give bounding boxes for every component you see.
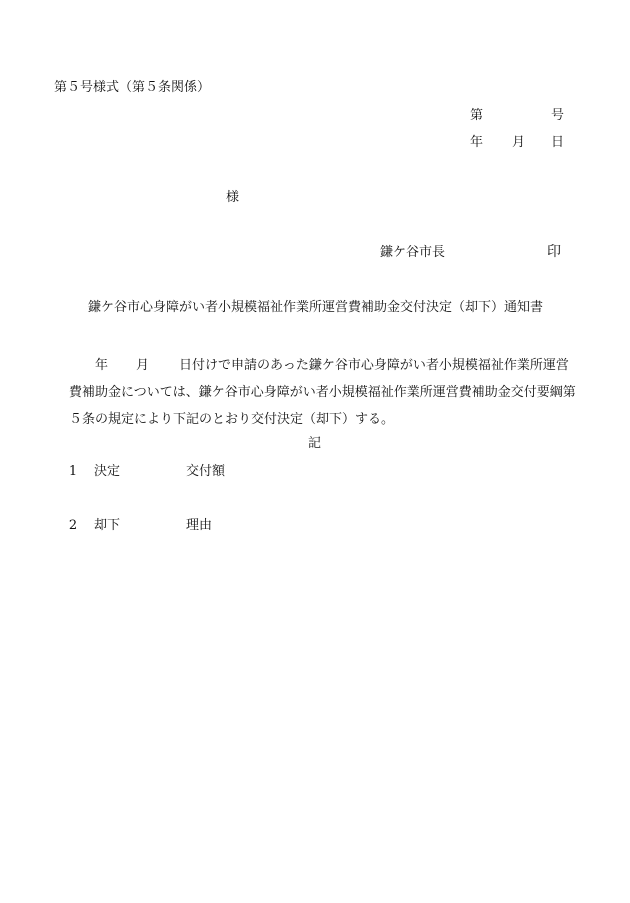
body-month-label: 月 (136, 358, 150, 373)
body-text: 日付けで申請のあった鎌ケ谷市心身障がい者小規模福祉作業所運営費補助金については、鎌ケ谷市心身障がい者小規模福祉作業所運営費補助金交付要綱第５条の規定により下記のとおり交付決定（却下）する。 (69, 358, 576, 427)
body-paragraph (69, 352, 579, 433)
addressee-suffix: 様 (226, 190, 240, 205)
seal-mark: 印 (547, 244, 561, 260)
item-field-amount: 交付額 (186, 464, 226, 479)
sender-name: 鎌ケ谷市長 (380, 245, 446, 260)
item-label-decision: 決定 (94, 464, 121, 479)
body-year-label: 年 (95, 358, 109, 373)
form-number: 第５号様式（第５条関係） (54, 80, 211, 95)
item-field-reason: 理由 (186, 518, 213, 533)
doc-number-prefix: 第 (470, 108, 484, 123)
document-title: 鎌ケ谷市心身障がい者小規模福祉作業所運営費補助金交付決定（却下）通知書 (88, 300, 544, 315)
item-label-rejection: 却下 (94, 518, 121, 533)
doc-number-suffix: 号 (551, 108, 565, 123)
item-number: 2 (68, 518, 78, 533)
date-month-label: 月 (512, 135, 526, 150)
date-year-label: 年 (470, 135, 484, 150)
date-day-label: 日 (551, 135, 565, 150)
item-number: 1 (68, 464, 78, 479)
ki-heading: 記 (308, 436, 322, 451)
